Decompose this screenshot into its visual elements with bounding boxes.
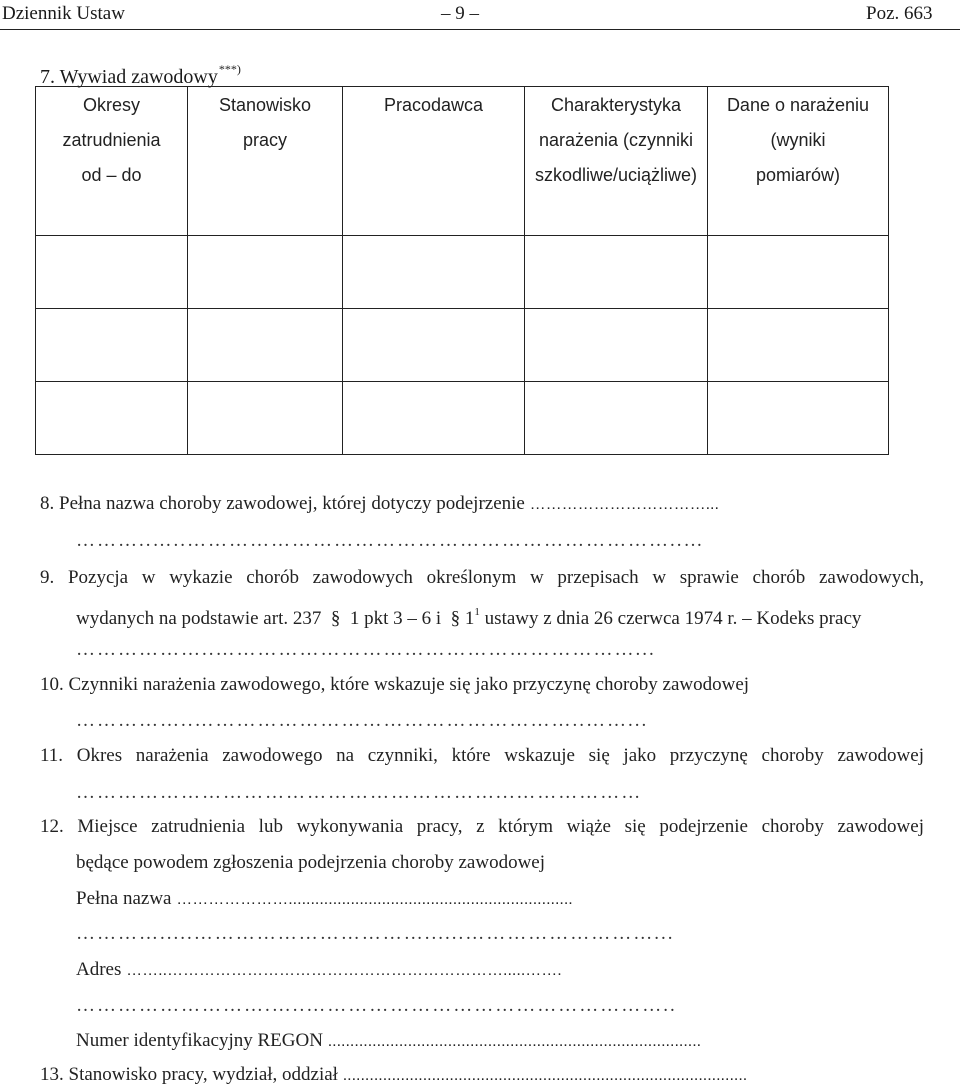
section-12-line-2: będące powodem zgłoszenia podejrzenia choroby zawodowej	[76, 852, 545, 873]
fill-in-dots[interactable]: ………………..……………………………………………………...	[76, 639, 656, 660]
table-cell[interactable]	[36, 382, 188, 455]
section-8-label	[40, 492, 719, 517]
section-13-row	[40, 1063, 922, 1088]
regon-label: Numer identyfikacyjny REGON	[76, 1030, 323, 1051]
section-11-label: 11. Okres narażenia zawodowego na czynniki, które wskazuje się jako przyczynę choroby zawodowej	[40, 745, 924, 766]
column-header-text	[188, 87, 342, 158]
superscript: 1	[474, 606, 480, 618]
full-name-input[interactable]: …………………................................................................	[176, 891, 573, 908]
section-9-line-1: 9. Pozycja w wykazie chorób zawodowych określonym w przepisach w sprawie chorób zawodowych,	[40, 567, 924, 588]
column-header-position	[188, 87, 343, 236]
table-cell[interactable]	[525, 309, 708, 382]
table-cell[interactable]	[708, 309, 889, 382]
column-header-line: Dane o narażeniu	[726, 95, 870, 115]
table-cell[interactable]	[188, 236, 343, 309]
section-13-label: 13. Stanowisko pracy, wydział, oddział	[40, 1064, 338, 1085]
table-cell[interactable]	[525, 236, 708, 309]
table-cell[interactable]	[36, 236, 188, 309]
column-header-line: pracy	[242, 130, 287, 150]
section-sign: §	[450, 608, 461, 629]
full-name-label: Pełna nazwa	[76, 888, 172, 909]
address-row	[76, 958, 922, 983]
footnote-mark: ***)	[218, 62, 241, 76]
column-header-text	[36, 87, 187, 193]
section-9-text: wydanych na podstawie art. 237	[76, 608, 322, 629]
column-header-line: pomiarów)	[755, 165, 841, 185]
section-10-label: 10. Czynniki narażenia zawodowego, które wskazuje się jako przyczynę choroby zawodowej	[40, 674, 750, 695]
table-row	[36, 236, 889, 309]
column-header-line: zatrudnienia	[62, 130, 161, 150]
journal-title: Dziennik Ustaw	[2, 3, 125, 24]
address-label: Adres	[76, 959, 122, 980]
fill-in-dots[interactable]: ……………………….…..……………………………………………..	[76, 995, 677, 1016]
column-header-line: narażenia (czynniki	[538, 130, 694, 150]
full-name-row	[76, 887, 922, 912]
fill-in-dots[interactable]: ……………..………………………………………………..……...	[76, 710, 649, 731]
fill-in-dots[interactable]: ……………………………………………………...………………	[76, 782, 643, 803]
regon-input[interactable]: ....................................................................................	[327, 1033, 702, 1050]
section-7-title	[40, 57, 241, 89]
column-header-text	[708, 87, 888, 193]
table-cell[interactable]	[708, 236, 889, 309]
header-rule	[0, 29, 960, 30]
column-header-line: szkodliwe/uciążliwe)	[534, 165, 698, 185]
column-header-line: Stanowisko	[218, 95, 312, 115]
table-cell[interactable]	[343, 382, 525, 455]
position-number: Poz. 663	[866, 3, 933, 24]
section-9-line-2	[76, 600, 861, 631]
column-header-exposure-characteristics	[525, 87, 708, 236]
column-header-line: od – do	[81, 165, 142, 185]
section-12-line-1: 12. Miejsce zatrudnienia lub wykonywania pracy, z którym wiąże się podejrzenie choroby zawodowej	[40, 816, 924, 837]
section-9-text: 1	[464, 608, 475, 629]
table-cell[interactable]	[525, 382, 708, 455]
column-header-employment-periods	[36, 87, 188, 236]
table-row	[36, 309, 889, 382]
section-9-text: 1 pkt 3 – 6 i	[349, 608, 442, 629]
column-header-line: Pracodawca	[383, 95, 484, 115]
column-header-line: Charakterystyka	[550, 95, 682, 115]
table-row	[36, 382, 889, 455]
table-cell[interactable]	[188, 382, 343, 455]
column-header-text	[525, 87, 707, 193]
column-header-exposure-data	[708, 87, 889, 236]
table-cell[interactable]	[343, 236, 525, 309]
fill-in-dots[interactable]: ………..…..……………………………………………………………..…	[76, 530, 705, 551]
table-cell[interactable]	[188, 309, 343, 382]
occupational-history-table	[35, 86, 889, 455]
table-cell[interactable]	[343, 309, 525, 382]
regon-row	[76, 1029, 922, 1054]
fill-in-dots[interactable]: ……………………………...	[529, 496, 719, 513]
section-7-title-text: 7. Wywiad zawodowy	[40, 66, 218, 88]
section-sign: §	[330, 608, 341, 629]
column-header-text	[343, 87, 524, 123]
table-header-row	[36, 87, 889, 236]
section-8-text: 8. Pełna nazwa choroby zawodowej, której dotyczy podejrzenie	[40, 493, 525, 514]
column-header-employer	[343, 87, 525, 236]
table-cell[interactable]	[36, 309, 188, 382]
table-cell[interactable]	[708, 382, 889, 455]
workplace-input[interactable]: ...........................................................................................	[342, 1067, 748, 1084]
column-header-line: (wyniki	[770, 130, 826, 150]
section-9-text: ustawy z dnia 26 czerwca 1974 r. – Kodeks pracy	[484, 608, 862, 629]
page-number: – 9 –	[441, 3, 479, 24]
fill-in-dots[interactable]: ………….....……………………………......………………………...	[76, 923, 675, 944]
address-input[interactable]: ……..……………………………………………………….....…….	[126, 962, 562, 979]
column-header-line: Okresy	[82, 95, 140, 115]
